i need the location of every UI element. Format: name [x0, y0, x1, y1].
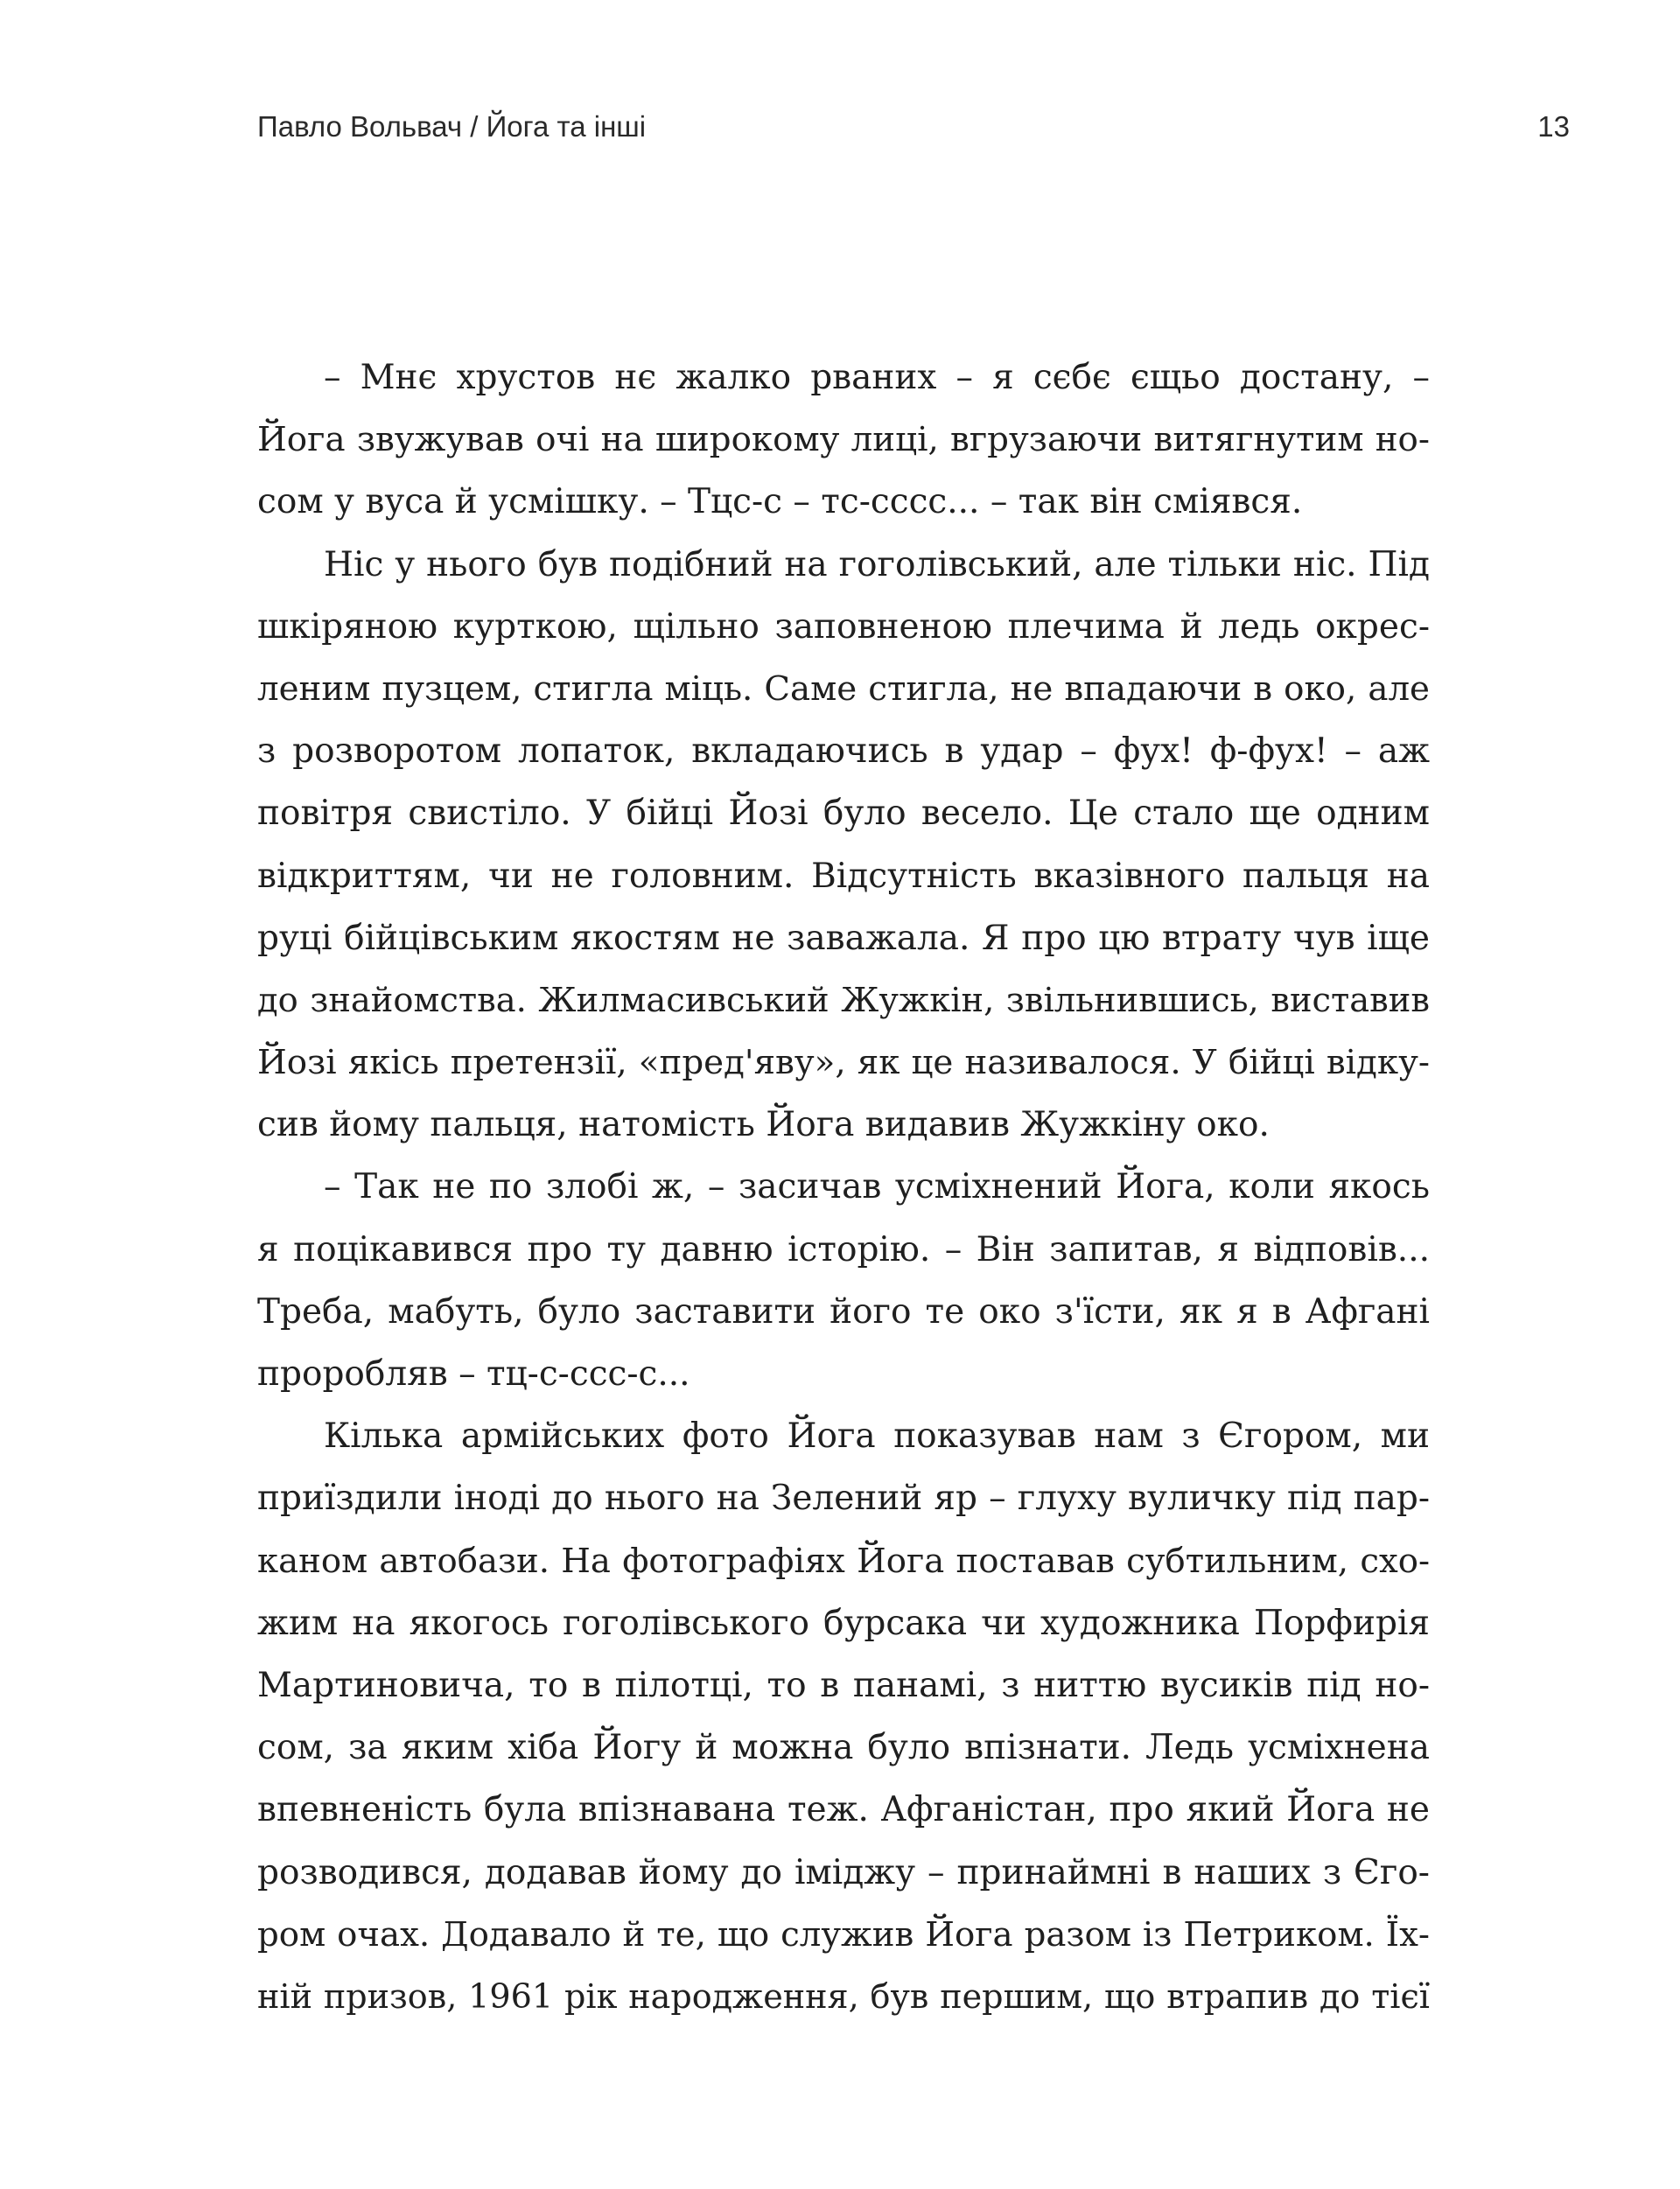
- text-line: сом у вуса й усмішку. – Тцс-с – тс-сссс... – так він сміявся.: [257, 482, 1303, 522]
- running-head-author-title: Павло Вольвач / Йога та інші: [257, 110, 647, 143]
- text-line: Кілька армійських фото Йога показував нам з Єгором, ми: [324, 1416, 1430, 1457]
- text-line: жим на якогось гоголівського бурсака чи художника Порфирія: [257, 1603, 1430, 1643]
- text-line: сив йому пальця, натомість Йога видавив Жужкіну око.: [257, 1105, 1270, 1145]
- text-line: шкіряною курткою, щільно заповненою плечима й ледь окрес-: [257, 606, 1430, 647]
- text-line: сом, за яким хіба Йогу й можна було впізнати. Ледь усміхнена: [257, 1728, 1430, 1768]
- text-line: розводився, додавав йому до іміджу – принаймні в наших з Єго-: [257, 1852, 1430, 1892]
- body-text: [257, 346, 1430, 2028]
- text-line: з розворотом лопаток, вкладаючись в удар – фух! ф-фух! – аж: [257, 731, 1430, 772]
- text-line: леним пузцем, стигла міць. Саме стигла, не впадаючи в око, але: [257, 668, 1430, 709]
- text-line: Мартиновича, то в пілотці, то в панамі, з ниттю вусиків під но-: [257, 1665, 1430, 1705]
- page-number: 13: [1537, 110, 1570, 143]
- text-line: Треба, мабуть, було заставити його те око з'їсти, як я в Афгані: [257, 1291, 1430, 1332]
- paragraph-3: [257, 1156, 1430, 1405]
- paragraph-1: [257, 346, 1430, 534]
- text-line: відкриттям, чи не головним. Відсутність вказівного пальця на: [257, 856, 1430, 896]
- running-head: [257, 105, 1570, 149]
- text-line: приїздили іноді до нього на Зелений яр – глуху вуличку під пар-: [257, 1479, 1430, 1519]
- text-line: – Так не по злобі ж, – засичав усміхнений Йога, коли якось: [324, 1167, 1430, 1207]
- text-line: проробляв – тц-с-ссс-с...: [257, 1354, 690, 1394]
- text-line: повітря свистіло. У бійці Йозі було весело. Це стало ще одним: [257, 794, 1430, 834]
- text-line: – Мнє хрустов нє жалко рваних – я сєбє єщьо достану, –: [324, 358, 1430, 397]
- text-line: я поцікавився про ту давню історію. – Він запитав, я відповів...: [257, 1229, 1430, 1269]
- text-line: руці бійцівським якостям не заважала. Я про цю втрату чув іще: [257, 918, 1430, 958]
- text-line: до знайомства. Жилмасивський Жужкін, звільнившись, виставив: [257, 980, 1430, 1020]
- paragraph-2: [257, 534, 1430, 1157]
- text-line: Йозі якісь претензії, «пред'яву», як це називалося. У бійці відку-: [257, 1043, 1430, 1083]
- text-line: ром очах. Додавало й те, що служив Йога разом із Петриком. Їх-: [257, 1914, 1430, 1955]
- paragraph-4: [257, 1405, 1430, 2028]
- text-line: впевненість була впізнавана теж. Афганістан, про який Йога не: [257, 1790, 1430, 1830]
- text-line: ній призов, 1961 рік народження, був першим, що втрапив до тієї: [257, 1976, 1430, 2016]
- text-line: каном автобази. На фотографіях Йога поставав субтильним, схо-: [257, 1541, 1430, 1581]
- text-line: Ніс у нього був подібний на гоголівський, але тільки ніс. Під: [324, 544, 1430, 584]
- text-line: Йога звужував очі на широкому лиці, вгрузаючи витягнутим но-: [257, 420, 1430, 460]
